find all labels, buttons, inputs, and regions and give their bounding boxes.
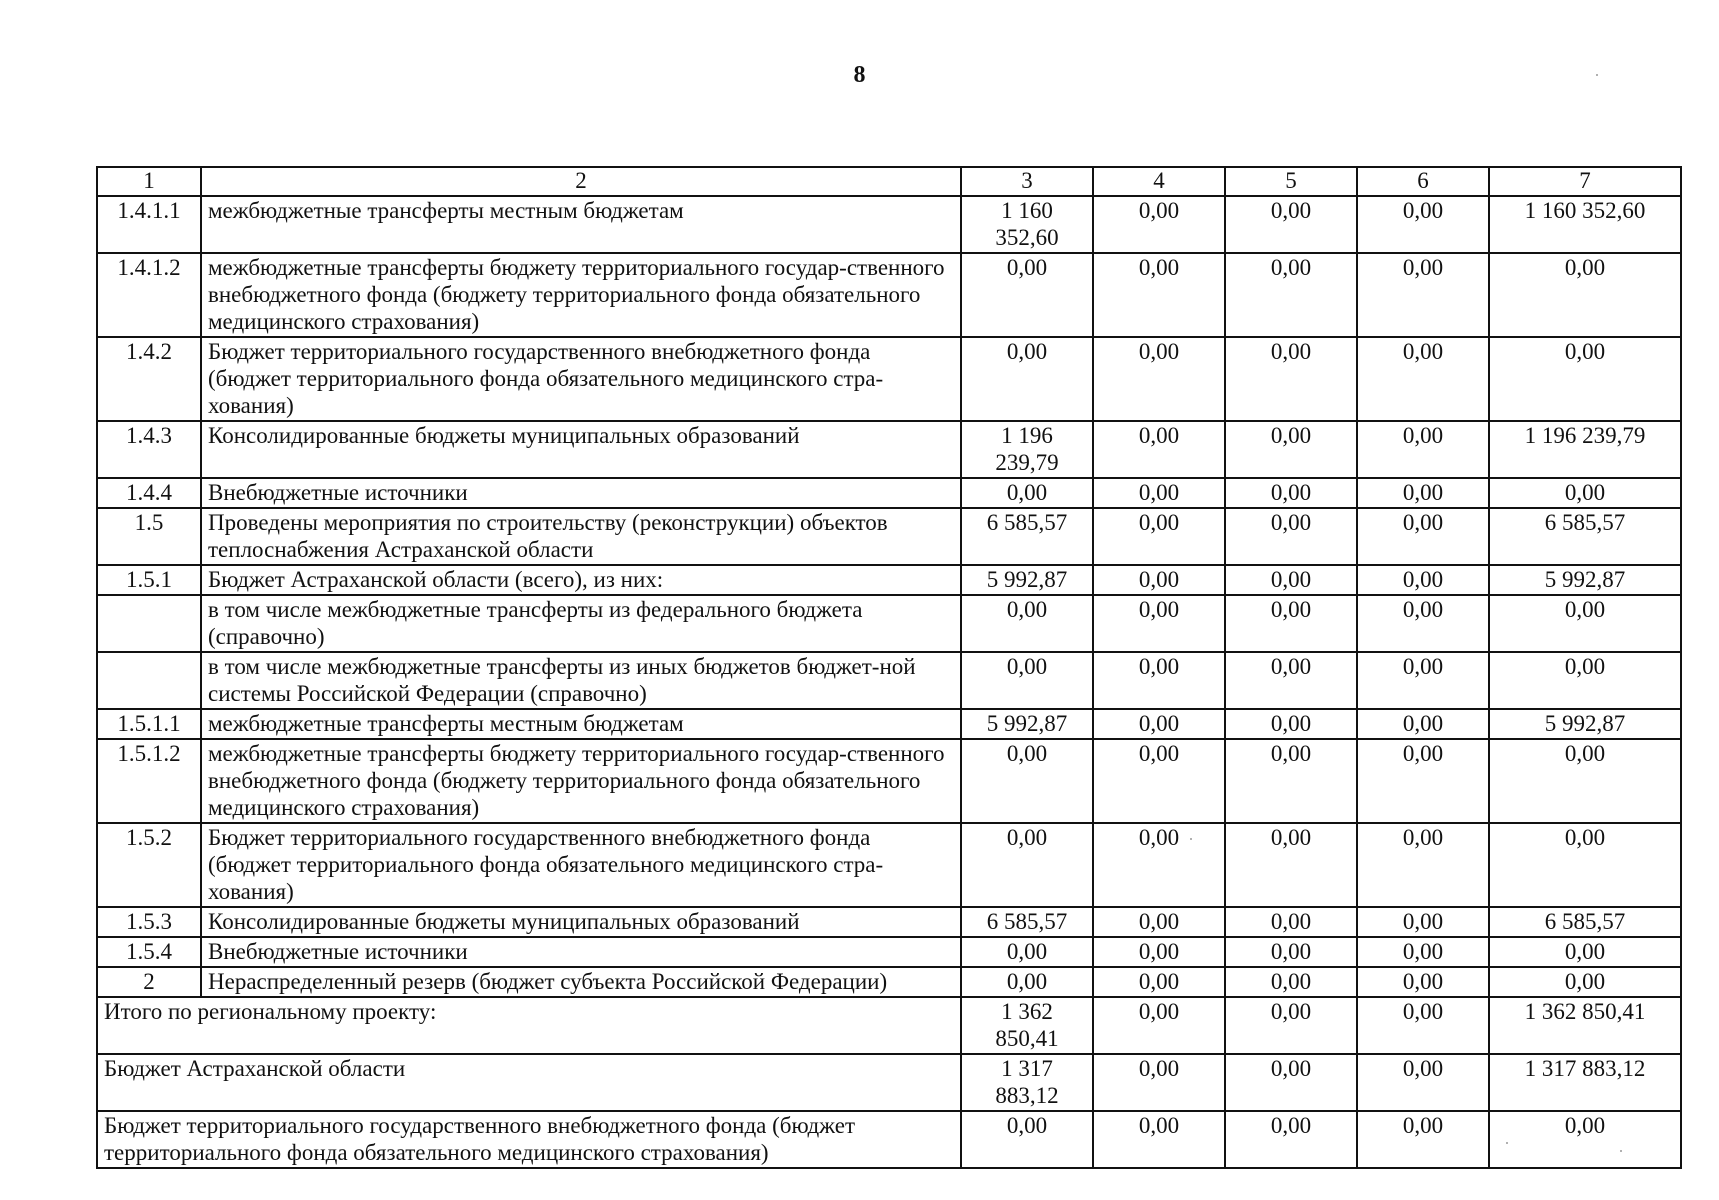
value-cell-col3: 0,00	[961, 937, 1093, 967]
row-number-cell: 1.4.1.2	[97, 253, 201, 337]
value-cell-col4: 0,00	[1093, 907, 1225, 937]
row-description-cell: межбюджетные трансферты местным бюджетам	[201, 196, 961, 253]
value-cell-col5: 0,00	[1225, 478, 1357, 508]
value-cell-col7: 5 992,87	[1489, 709, 1681, 739]
value-cell-col7: 0,00	[1489, 595, 1681, 652]
total-value-cell-col5: 0,00	[1225, 1054, 1357, 1111]
value-cell-col4: 0,00	[1093, 508, 1225, 565]
value-cell-col6: 0,00	[1357, 595, 1489, 652]
value-cell-col6: 0,00	[1357, 937, 1489, 967]
row-number-cell: 1.5.1.1	[97, 709, 201, 739]
value-cell-col7: 5 992,87	[1489, 565, 1681, 595]
header-cell-4: 4	[1093, 167, 1225, 196]
table-body	[97, 167, 1681, 1168]
row-description-cell: Нераспределенный резерв (бюджет субъекта Российской Федерации)	[201, 967, 961, 997]
total-row	[97, 1054, 1681, 1111]
total-label-cell: Итого по региональному проекту:	[97, 997, 961, 1054]
value-cell-col6: 0,00	[1357, 967, 1489, 997]
value-cell-col7: 1 196 239,79	[1489, 421, 1681, 478]
value-cell-col6: 0,00	[1357, 196, 1489, 253]
scan-speck	[1596, 74, 1598, 76]
header-cell-1: 1	[97, 167, 201, 196]
value-cell-col7: 0,00	[1489, 337, 1681, 421]
value-cell-col4: 0,00	[1093, 967, 1225, 997]
value-cell-col6: 0,00	[1357, 739, 1489, 823]
value-cell-col5: 0,00	[1225, 907, 1357, 937]
row-description-cell: Внебюджетные источники	[201, 937, 961, 967]
row-number-cell: 1.5.1	[97, 565, 201, 595]
scan-speck	[1190, 838, 1192, 840]
value-cell-col3: 6 585,57	[961, 508, 1093, 565]
total-label-cell: Бюджет территориального государственного внебюджетного фонда (бюджет территориального фонда обязательного медицинского страхования)	[97, 1111, 961, 1168]
row-number-cell: 1.4.3	[97, 421, 201, 478]
value-cell-col3: 0,00	[961, 967, 1093, 997]
value-cell-col6: 0,00	[1357, 508, 1489, 565]
value-cell-col7: 0,00	[1489, 967, 1681, 997]
value-cell-col6: 0,00	[1357, 565, 1489, 595]
table-row	[97, 508, 1681, 565]
row-number-cell	[97, 652, 201, 709]
value-cell-col3: 5 992,87	[961, 565, 1093, 595]
value-cell-col5: 0,00	[1225, 337, 1357, 421]
table-row	[97, 478, 1681, 508]
row-number-cell: 1.4.4	[97, 478, 201, 508]
row-description-cell: в том числе межбюджетные трансферты из федерального бюджета (справочно)	[201, 595, 961, 652]
row-description-cell: межбюджетные трансферты бюджету территориального государ-ственного внебюджетного фонда (бюджету территориального фонда обязательного медицинского страхования)	[201, 253, 961, 337]
row-description-cell: Бюджет Астраханской области (всего), из них:	[201, 565, 961, 595]
table-row	[97, 739, 1681, 823]
row-description-cell: Внебюджетные источники	[201, 478, 961, 508]
table-row	[97, 595, 1681, 652]
value-cell-col7: 0,00	[1489, 652, 1681, 709]
value-cell-col5: 0,00	[1225, 709, 1357, 739]
row-description-cell: Бюджет территориального государственного внебюджетного фонда (бюджет территориального фонда обязательного медицинского стра-хования)	[201, 337, 961, 421]
row-description-cell: межбюджетные трансферты местным бюджетам	[201, 709, 961, 739]
total-value-cell-col4: 0,00	[1093, 1111, 1225, 1168]
total-value-cell-col6: 0,00	[1357, 1111, 1489, 1168]
row-number-cell: 1.4.1.1	[97, 196, 201, 253]
value-cell-col5: 0,00	[1225, 652, 1357, 709]
table-row	[97, 421, 1681, 478]
row-description-cell: Консолидированные бюджеты муниципальных образований	[201, 907, 961, 937]
total-value-cell-col5: 0,00	[1225, 997, 1357, 1054]
value-cell-col7: 6 585,57	[1489, 508, 1681, 565]
value-cell-col3: 0,00	[961, 739, 1093, 823]
table-row	[97, 907, 1681, 937]
total-value-cell-col5: 0,00	[1225, 1111, 1357, 1168]
value-cell-col6: 0,00	[1357, 907, 1489, 937]
value-cell-col5: 0,00	[1225, 565, 1357, 595]
value-cell-col3: 0,00	[961, 337, 1093, 421]
total-value-cell-col4: 0,00	[1093, 1054, 1225, 1111]
row-number-cell: 2	[97, 967, 201, 997]
value-cell-col6: 0,00	[1357, 478, 1489, 508]
row-description-cell: Проведены мероприятия по строительству (реконструкции) объектов теплоснабжения Астраханской области	[201, 508, 961, 565]
value-cell-col4: 0,00	[1093, 709, 1225, 739]
total-row	[97, 997, 1681, 1054]
value-cell-col7: 1 160 352,60	[1489, 196, 1681, 253]
value-cell-col3: 1 196 239,79	[961, 421, 1093, 478]
header-cell-6: 6	[1357, 167, 1489, 196]
value-cell-col5: 0,00	[1225, 253, 1357, 337]
value-cell-col7: 6 585,57	[1489, 907, 1681, 937]
row-number-cell: 1.5.1.2	[97, 739, 201, 823]
value-cell-col7: 0,00	[1489, 937, 1681, 967]
total-value-cell-col3: 0,00	[961, 1111, 1093, 1168]
header-cell-5: 5	[1225, 167, 1357, 196]
value-cell-col5: 0,00	[1225, 967, 1357, 997]
row-number-cell: 1.4.2	[97, 337, 201, 421]
row-description-cell: Консолидированные бюджеты муниципальных образований	[201, 421, 961, 478]
value-cell-col3: 0,00	[961, 595, 1093, 652]
total-row	[97, 1111, 1681, 1168]
value-cell-col3: 0,00	[961, 652, 1093, 709]
total-value-cell-col6: 0,00	[1357, 997, 1489, 1054]
page-number: 8	[853, 62, 866, 88]
scan-speck	[1620, 1150, 1622, 1152]
value-cell-col4: 0,00	[1093, 739, 1225, 823]
header-cell-2: 2	[201, 167, 961, 196]
value-cell-col4: 0,00	[1093, 937, 1225, 967]
total-value-cell-col6: 0,00	[1357, 1054, 1489, 1111]
total-value-cell-col3: 1 317 883,12	[961, 1054, 1093, 1111]
value-cell-col4: 0,00	[1093, 478, 1225, 508]
value-cell-col4: 0,00	[1093, 196, 1225, 253]
total-value-cell-col3: 1 362 850,41	[961, 997, 1093, 1054]
value-cell-col5: 0,00	[1225, 739, 1357, 823]
value-cell-col4: 0,00	[1093, 337, 1225, 421]
value-cell-col4: 0,00	[1093, 823, 1225, 907]
value-cell-col6: 0,00	[1357, 253, 1489, 337]
value-cell-col6: 0,00	[1357, 709, 1489, 739]
total-value-cell-col4: 0,00	[1093, 997, 1225, 1054]
total-value-cell-col7: 1 362 850,41	[1489, 997, 1681, 1054]
value-cell-col5: 0,00	[1225, 595, 1357, 652]
value-cell-col4: 0,00	[1093, 253, 1225, 337]
total-label-cell: Бюджет Астраханской области	[97, 1054, 961, 1111]
value-cell-col7: 0,00	[1489, 739, 1681, 823]
value-cell-col7: 0,00	[1489, 253, 1681, 337]
table-row	[97, 565, 1681, 595]
value-cell-col5: 0,00	[1225, 508, 1357, 565]
value-cell-col4: 0,00	[1093, 565, 1225, 595]
value-cell-col5: 0,00	[1225, 421, 1357, 478]
row-number-cell: 1.5.3	[97, 907, 201, 937]
value-cell-col3: 0,00	[961, 478, 1093, 508]
row-description-cell: межбюджетные трансферты бюджету территориального государ-ственного внебюджетного фонда (бюджету территориального фонда обязательного медицинского страхования)	[201, 739, 961, 823]
value-cell-col6: 0,00	[1357, 421, 1489, 478]
table-row	[97, 337, 1681, 421]
header-cell-3: 3	[961, 167, 1093, 196]
table-row	[97, 196, 1681, 253]
value-cell-col6: 0,00	[1357, 337, 1489, 421]
value-cell-col4: 0,00	[1093, 652, 1225, 709]
table-header-row	[97, 167, 1681, 196]
table-row	[97, 937, 1681, 967]
value-cell-col7: 0,00	[1489, 823, 1681, 907]
header-cell-7: 7	[1489, 167, 1681, 196]
total-value-cell-col7: 1 317 883,12	[1489, 1054, 1681, 1111]
value-cell-col3: 1 160 352,60	[961, 196, 1093, 253]
value-cell-col4: 0,00	[1093, 595, 1225, 652]
value-cell-col5: 0,00	[1225, 937, 1357, 967]
value-cell-col5: 0,00	[1225, 196, 1357, 253]
value-cell-col3: 0,00	[961, 253, 1093, 337]
table-row	[97, 823, 1681, 907]
value-cell-col3: 6 585,57	[961, 907, 1093, 937]
budget-table	[96, 166, 1682, 1169]
value-cell-col3: 0,00	[961, 823, 1093, 907]
value-cell-col3: 5 992,87	[961, 709, 1093, 739]
scan-speck	[1506, 1142, 1508, 1144]
table-row	[97, 967, 1681, 997]
value-cell-col6: 0,00	[1357, 652, 1489, 709]
row-number-cell: 1.5	[97, 508, 201, 565]
total-value-cell-col7: 0,00	[1489, 1111, 1681, 1168]
value-cell-col5: 0,00	[1225, 823, 1357, 907]
row-number-cell	[97, 595, 201, 652]
value-cell-col7: 0,00	[1489, 478, 1681, 508]
row-description-cell: Бюджет территориального государственного внебюджетного фонда (бюджет территориального фонда обязательного медицинского стра-хования)	[201, 823, 961, 907]
table-row	[97, 652, 1681, 709]
row-number-cell: 1.5.4	[97, 937, 201, 967]
value-cell-col4: 0,00	[1093, 421, 1225, 478]
row-description-cell: в том числе межбюджетные трансферты из иных бюджетов бюджет-ной системы Российской Федерации (справочно)	[201, 652, 961, 709]
row-number-cell: 1.5.2	[97, 823, 201, 907]
table-row	[97, 253, 1681, 337]
table-row	[97, 709, 1681, 739]
value-cell-col6: 0,00	[1357, 823, 1489, 907]
